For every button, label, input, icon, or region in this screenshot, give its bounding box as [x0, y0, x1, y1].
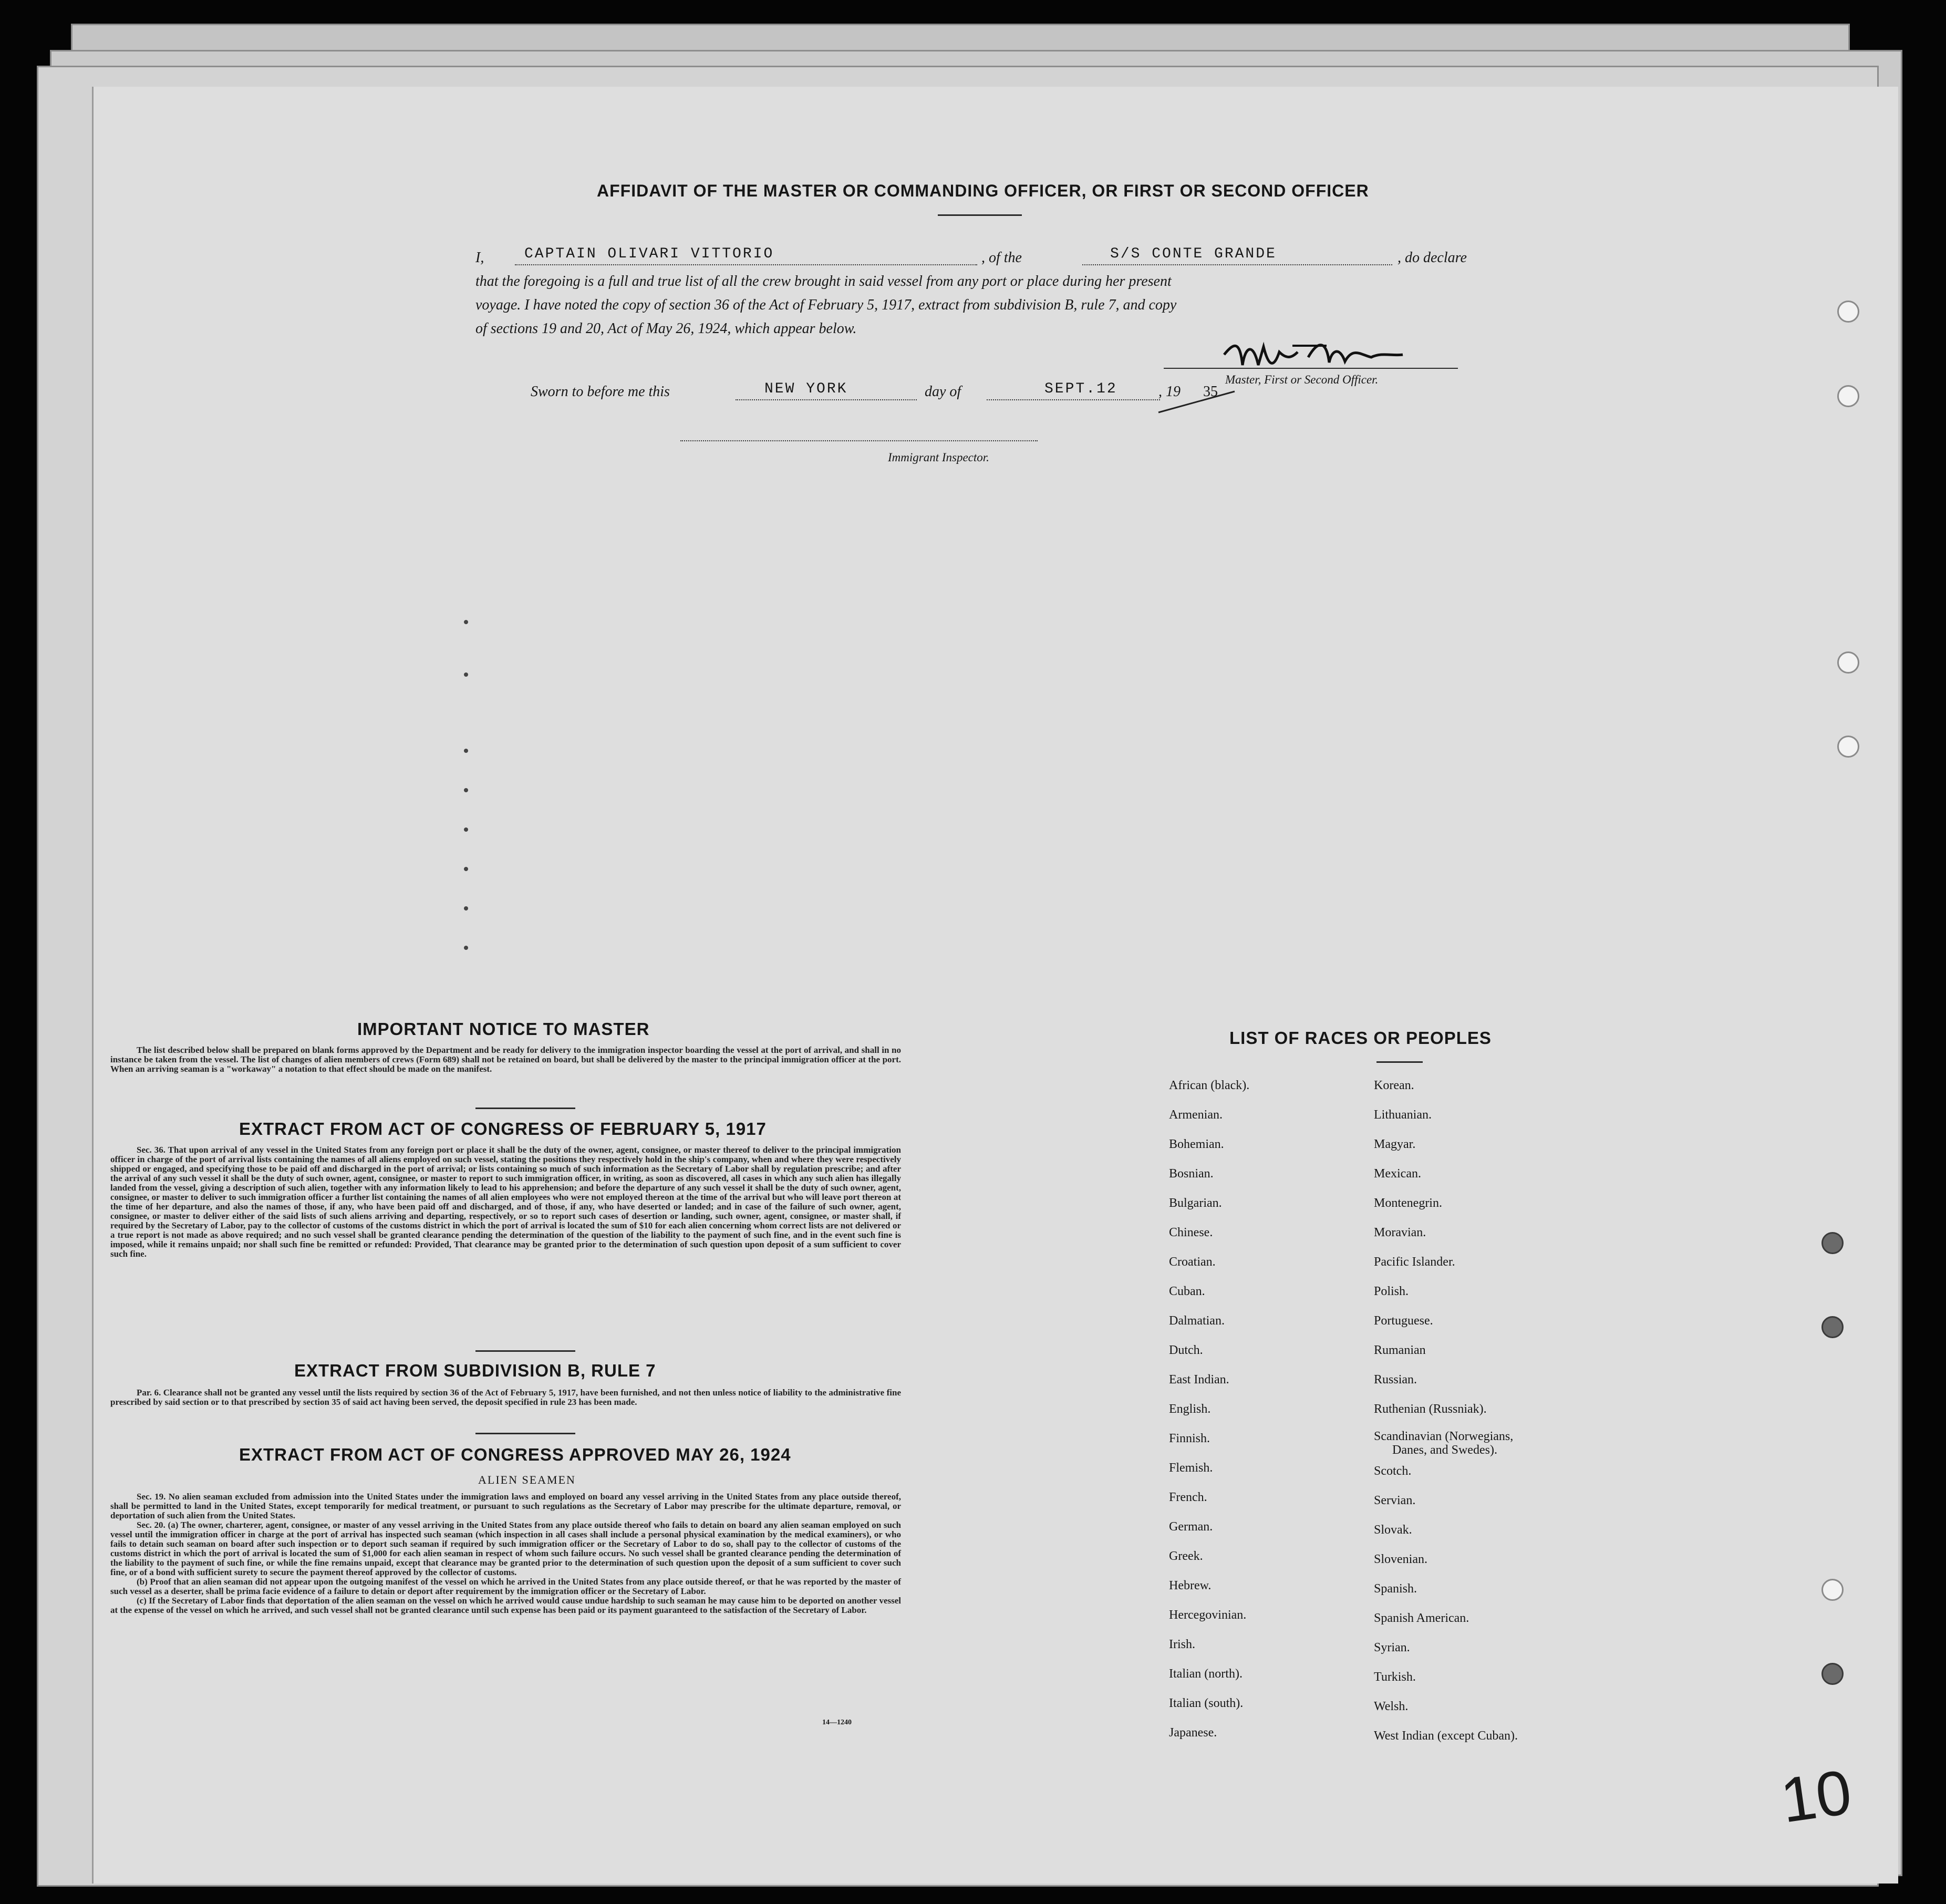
race-left-item: Cuban.: [1169, 1285, 1205, 1298]
race-right-item: Welsh.: [1374, 1700, 1409, 1713]
column-dot: [464, 788, 468, 792]
race-right-item: Syrian.: [1374, 1641, 1410, 1654]
notice-title: IMPORTANT NOTICE TO MASTER: [357, 1019, 650, 1039]
race-left-item: Dalmatian.: [1169, 1314, 1225, 1328]
race-left-item: Japanese.: [1169, 1726, 1217, 1740]
section-rule: [475, 1350, 575, 1352]
race-right-item: Slovenian.: [1374, 1553, 1427, 1566]
inspector-label: Immigrant Inspector.: [888, 451, 989, 464]
race-left-item: East Indian.: [1169, 1373, 1229, 1386]
section-rule: [475, 1433, 575, 1434]
column-dot: [464, 867, 468, 871]
column-dot: [464, 906, 468, 910]
year-suffix: 35: [1203, 384, 1218, 400]
extract-rule7-text: Par. 6. Clearance shall not be granted any vessel until the lists required by section 36 of the Act of February 5, 1917, have been furnished, and not then unless notice of liability to the administrative fine prescribed by said section or to that prescribed by section 35 of said act having been served, the deposit specified in rule 23 has been made.: [110, 1388, 901, 1407]
punch-hole: [1821, 1316, 1844, 1338]
race-right-item: Rumanian: [1374, 1343, 1426, 1357]
race-left-item: Dutch.: [1169, 1343, 1203, 1357]
race-left-item: French.: [1169, 1491, 1207, 1504]
alien-seamen-subtitle: ALIEN SEAMEN: [478, 1473, 576, 1486]
race-right-item: Polish.: [1374, 1285, 1409, 1298]
race-right-item: Montenegrin.: [1374, 1196, 1442, 1210]
column-dot: [464, 749, 468, 753]
affidavit-i-label: I,: [475, 250, 484, 266]
race-left-item: African (black).: [1169, 1079, 1250, 1092]
race-left-item: Greek.: [1169, 1549, 1203, 1563]
sworn-place-value: NEW YORK: [764, 381, 848, 397]
affidavit-of-the-label: , of the: [981, 250, 1022, 266]
race-right-item: Korean.: [1374, 1079, 1414, 1092]
year-strike: [1156, 389, 1240, 415]
race-left-item: Italian (south).: [1169, 1696, 1244, 1710]
race-left-item: Hebrew.: [1169, 1579, 1212, 1592]
race-right-item: Spanish.: [1374, 1582, 1417, 1596]
affidavit-paragraph-line: of sections 19 and 20, Act of May 26, 1924, which appear below.: [475, 320, 857, 337]
race-right-item: Slovak.: [1374, 1523, 1412, 1537]
race-right-item: Magyar.: [1374, 1137, 1416, 1151]
race-right-item: Servian.: [1374, 1494, 1416, 1507]
sec19-text: Sec. 19. No alien seaman excluded from admission into the United States under the immigration laws and employed on board any vessel arriving in the United States from any place outside thereof, shall be permitted to land in the United States, except temporarily for medical treatment, or pursuant to such regulations as the Secretary of Labor may prescribe for the ultimate departure, removal, or deportation of such alien from the United States.: [110, 1492, 901, 1520]
race-right-item: Mexican.: [1374, 1167, 1421, 1181]
inspector-line: [680, 440, 1038, 441]
sworn-date-value: SEPT.12: [1044, 381, 1117, 397]
title-rule: [938, 214, 1022, 216]
affidavit-paragraph-line: voyage. I have noted the copy of section 36 of the Act of February 5, 1917, extract from subdivision B, rule 7, and copy: [475, 297, 1177, 313]
punch-hole: [1821, 1663, 1844, 1685]
year-prefix: , 19: [1158, 384, 1181, 400]
race-right-item: Lithuanian.: [1374, 1108, 1432, 1122]
extract-1917-text: Sec. 36. That upon arrival of any vessel in the United States from any foreign port or place it shall be the duty of the owner, agent, consignee, or master thereof to deliver to the principal immigration officer in charge of the port of arrival lists containing the names of all aliens employed on such vessel, stating the positions they respectively hold in the ship's company, when and where they were respectively shipped or engaged, and specifying those to be paid off and discharged in the port of arrival; or lists containing so much of such information as the Secretary of Labor shall by regulation prescribe; and after the arrival of any such vessel it shall be the duty of such owner, agent, consignee, or master to report to such immigration officer, in writing, as soon as discovered, all cases in which any such alien has illegally landed from the vessel, giving a description of such alien, together with any information likely to lead to his apprehension; and before the departure of any such vessel it shall be the duty of such owner, agent, consignee, or master to deliver to such immigration officer a further list containing the names of all alien employees who were not employed thereon at the time of the arrival but who will leave port thereon at the time of her departure, and also the names of those, if any, who have been paid off and discharged, and of those, if any, who have deserted or landed; and in case of the failure of such owner, agent, consignee, or master to deliver either of the said lists of such aliens arriving and departing, respectively, or so to report such cases of desertion or landing, such owner, agent, consignee, or master shall, if required by the Secretary of Labor, pay to the collector of customs of the customs district in which the port of arrival is located the sum of $10 for each alien concerning whom correct lists are not delivered or a true report is not made as above required; and no such vessel shall be granted clearance pending the determination of the question of the liability to the payment of such fine, and in the event such fine is imposed, while it remains unpaid; nor shall such fine be remitted or refunded: Provided, That clearance may be granted prior to the determination of such question upon deposit of a sum sufficient to cover such fine.: [110, 1145, 901, 1259]
extract-1924-text: [110, 1492, 901, 1615]
race-right-item: Scandinavian (Norwegians,: [1374, 1430, 1514, 1443]
day-of-label: day of: [925, 384, 961, 400]
race-left-item: Bohemian.: [1169, 1137, 1224, 1151]
race-left-item: Finnish.: [1169, 1432, 1210, 1445]
race-left-item: Flemish.: [1169, 1461, 1213, 1475]
race-right-item: Pacific Islander.: [1374, 1255, 1455, 1269]
race-left-item: English.: [1169, 1402, 1211, 1416]
race-right-item: Russian.: [1374, 1373, 1417, 1386]
race-right-item: Moravian.: [1374, 1226, 1426, 1239]
punch-hole: [1837, 385, 1859, 407]
race-right-item: Turkish.: [1374, 1670, 1416, 1684]
races-title: LIST OF RACES OR PEOPLES: [1229, 1028, 1492, 1048]
extract-1917-title: EXTRACT FROM ACT OF CONGRESS OF FEBRUARY 5, 1917: [239, 1119, 767, 1139]
sworn-label: Sworn to before me this: [531, 384, 670, 400]
race-left-item: Bulgarian.: [1169, 1196, 1222, 1210]
sworn-place-line: [736, 399, 917, 400]
extract-1924-title: EXTRACT FROM ACT OF CONGRESS APPROVED MAY 26, 1924: [239, 1445, 791, 1464]
sec20c-text: (c) If the Secretary of Labor finds that deportation of the alien seaman on the vessel on which he arrived would cause undue hardship to such seaman he may cause him to be deported on another vessel at the expense of the vessel on which he arrived, and such vessel shall not be granted clearance until such expense has been paid or its payment guaranteed to the satisfaction of the Secretary of Labor.: [110, 1596, 901, 1615]
race-left-item: Chinese.: [1169, 1226, 1213, 1239]
column-dot: [464, 946, 468, 950]
affidavit-paragraph-line: that the foregoing is a full and true list of all the crew brought in said vessel from any port or place during her present: [475, 273, 1172, 289]
signature-role-label: Master, First or Second Officer.: [1225, 373, 1379, 386]
master-name-line: [515, 264, 977, 265]
punch-hole: [1837, 651, 1859, 674]
signature-line: [1164, 368, 1458, 369]
race-right-item: Scotch.: [1374, 1464, 1412, 1478]
sec20a-text: Sec. 20. (a) The owner, charterer, agent, consignee, or master of any vessel arriving in the United States from any place outside thereof who fails to detain on board any alien seaman employed on such vessel until the immigration officer in charge at the port of arrival has inspected such seaman (which inspection in all cases shall include a personal physical examination by the medical examiners), or who fails to detain such seaman on board after such inspection or to deport such seaman if required by such immigration officer or the Secretary of Labor to do so, shall pay to the collector of customs of the customs district in which the port of arrival is located the sum of $1,000 for each alien seaman in respect of whom such failure occurs. No such vessel shall be granted clearance pending the determination of the liability to the payment of such fine, or while the fine remains unpaid, except that clearance may be granted prior to the determination of such question upon the deposit of a sum sufficient to cover such fine, or of a bond with sufficient surety to secure the payment thereof approved by the collector of customs.: [110, 1520, 901, 1577]
race-left-item: Armenian.: [1169, 1108, 1223, 1122]
column-dot: [464, 620, 468, 624]
sworn-date-line: [987, 399, 1160, 400]
form-number: 14—1240: [822, 1719, 852, 1726]
race-left-item: Italian (north).: [1169, 1667, 1243, 1681]
race-right-item: Ruthenian (Russniak).: [1374, 1402, 1487, 1416]
race-left-item: Irish.: [1169, 1638, 1195, 1651]
races-rule: [1376, 1061, 1423, 1063]
sec20b-text: (b) Proof that an alien seaman did not appear upon the outgoing manifest of the vessel on which he arrived in the United States from any place outside thereof, or that he was reported by the master of such vessel as a deserter, shall be prima facie evidence of a failure to detain or deport after requirement by the immigration officer or the Secretary of Labor.: [110, 1577, 901, 1596]
affidavit-do-declare: , do declare: [1398, 250, 1467, 266]
extract-rule7-title: EXTRACT FROM SUBDIVISION B, RULE 7: [294, 1361, 656, 1380]
column-dot: [464, 672, 468, 677]
master-signature: [1214, 336, 1434, 376]
race-right-item: Portuguese.: [1374, 1314, 1433, 1328]
vessel-name-line: [1082, 264, 1392, 265]
race-right-item: West Indian (except Cuban).: [1374, 1729, 1518, 1743]
notice-text: The list described below shall be prepared on blank forms approved by the Department and be ready for delivery to the immigration inspector boarding the vessel at the port of arrival, and shall in no instance be taken from the vessel. The list of changes of alien members of crews (Form 689) shall not be retained on board, but shall be delivered by the master to the principal immigration officer at the port. When an arriving seaman is a "workaway" a notation to that effect should be made on the manifest.: [110, 1045, 901, 1074]
race-left-item: German.: [1169, 1520, 1213, 1534]
race-right-item: Spanish American.: [1374, 1611, 1469, 1625]
race-right-item: Danes, and Swedes).: [1392, 1443, 1497, 1457]
affidavit-title: AFFIDAVIT OF THE MASTER OR COMMANDING OFFICER, OR FIRST OR SECOND OFFICER: [597, 181, 1369, 200]
vessel-name-value: S/S CONTE GRANDE: [1110, 246, 1277, 262]
race-left-item: Bosnian.: [1169, 1167, 1214, 1181]
section-rule: [475, 1108, 575, 1109]
handwritten-page-number: 10: [1776, 1756, 1856, 1836]
punch-hole: [1837, 301, 1859, 323]
race-left-item: Croatian.: [1169, 1255, 1216, 1269]
master-name-value: CAPTAIN OLIVARI VITTORIO: [524, 246, 774, 262]
race-left-item: Hercegovinian.: [1169, 1608, 1247, 1622]
punch-hole: [1837, 736, 1859, 758]
punch-hole: [1821, 1579, 1844, 1601]
column-dot: [464, 827, 468, 832]
punch-hole: [1821, 1232, 1844, 1254]
